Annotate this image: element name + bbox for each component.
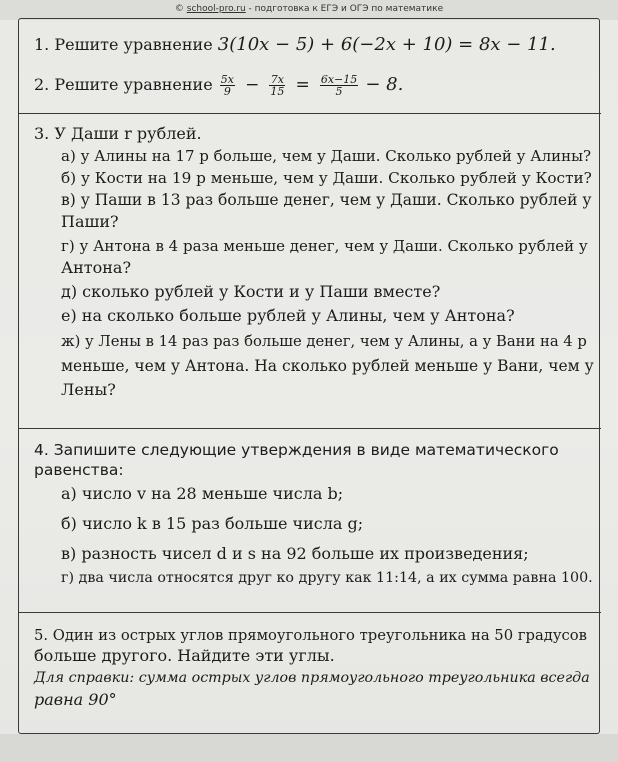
task-3-item-e: е) на сколько больше рублей у Алины, чем у Антона? bbox=[61, 306, 515, 325]
fraction-1-denominator: 9 bbox=[223, 85, 231, 98]
equals-sign: = bbox=[295, 75, 310, 95]
fraction-1-numerator: 5x bbox=[220, 73, 234, 86]
task-4-intro-cont: равенства: bbox=[34, 461, 124, 479]
fraction-3-denominator: 5 bbox=[335, 85, 343, 98]
divider-1 bbox=[18, 113, 601, 114]
task-2-text: 2. Решите уравнение bbox=[34, 75, 213, 94]
fraction-2 bbox=[269, 74, 285, 97]
task-3-item-b: б) у Кости на 19 р меньше, чем у Даши. Сколько рублей у Кости? bbox=[61, 169, 592, 187]
task-2 bbox=[34, 74, 403, 97]
task-1-equation: 3(10x − 5) + 6(−2x + 10) = 8x − 11. bbox=[217, 34, 556, 55]
copyright-sign: © bbox=[174, 4, 184, 14]
task-1-text: 1. Решите уравнение bbox=[34, 35, 213, 54]
fraction-2-numerator: 7x bbox=[270, 73, 284, 86]
task-2-tail: − 8. bbox=[365, 74, 404, 95]
page-header bbox=[0, 4, 618, 14]
fraction-1 bbox=[220, 74, 235, 97]
header-rest: - подготовка к ЕГЭ и ОГЭ по математике bbox=[245, 4, 444, 14]
task-1 bbox=[34, 35, 556, 55]
task-4-item-a: а) число v на 28 меньше числа b; bbox=[61, 484, 344, 503]
task-5-text: 5. Один из острых углов прямоугольного треугольника на 50 градусов bbox=[34, 627, 587, 644]
task-5-hint-cont: равна 90° bbox=[34, 690, 117, 709]
task-3-item-a: а) у Алины на 17 р больше, чем у Даши. Сколько рублей у Алины? bbox=[61, 147, 592, 165]
minus-sign: − bbox=[245, 75, 260, 95]
task-3-item-zh-cont2: Лены? bbox=[61, 380, 116, 399]
divider-2 bbox=[18, 428, 601, 429]
task-3-item-v: в) у Паши в 13 раз больше денег, чем у Даши. Сколько рублей у bbox=[61, 191, 592, 209]
task-4-item-v: в) разность чисел d и s на 92 больше их произведения; bbox=[61, 544, 529, 563]
task-3-item-g: г) у Антона в 4 раза меньше денег, чем у Даши. Сколько рублей у bbox=[61, 237, 588, 255]
task-3-item-d: д) сколько рублей у Кости и у Паши вместе? bbox=[61, 282, 441, 301]
site-link[interactable]: school-pro.ru bbox=[186, 4, 246, 14]
task-5-text-cont: больше другого. Найдите эти углы. bbox=[34, 646, 335, 665]
task-3-item-zh-cont1: меньше, чем у Антона. На сколько рублей меньше у Вани, чем у bbox=[61, 357, 594, 375]
task-4-intro: 4. Запишите следующие утверждения в виде математического bbox=[34, 441, 559, 459]
task-3-item-zh: ж) у Лены в 14 раз раз больше денег, чем у Алины, а у Вани на 4 р bbox=[61, 333, 587, 350]
fraction-3 bbox=[320, 74, 358, 97]
task-3-intro: 3. У Даши r рублей. bbox=[34, 124, 202, 143]
fraction-2-denominator: 15 bbox=[270, 85, 285, 98]
fraction-3-numerator: 6x−15 bbox=[320, 73, 358, 86]
task-4-item-g: г) два числа относятся друг ко другу как 11:14, а их сумма равна 100. bbox=[61, 570, 593, 586]
bottom-shadow bbox=[0, 734, 618, 762]
task-3-item-g-cont: Антона? bbox=[61, 258, 132, 277]
task-3-item-v-cont: Паши? bbox=[61, 212, 119, 231]
task-5-hint: Для справки: сумма острых углов прямоугольного треугольника всегда bbox=[34, 670, 590, 686]
task-4-item-b: б) число k в 15 раз больше числа g; bbox=[61, 514, 364, 533]
divider-3 bbox=[18, 612, 601, 613]
